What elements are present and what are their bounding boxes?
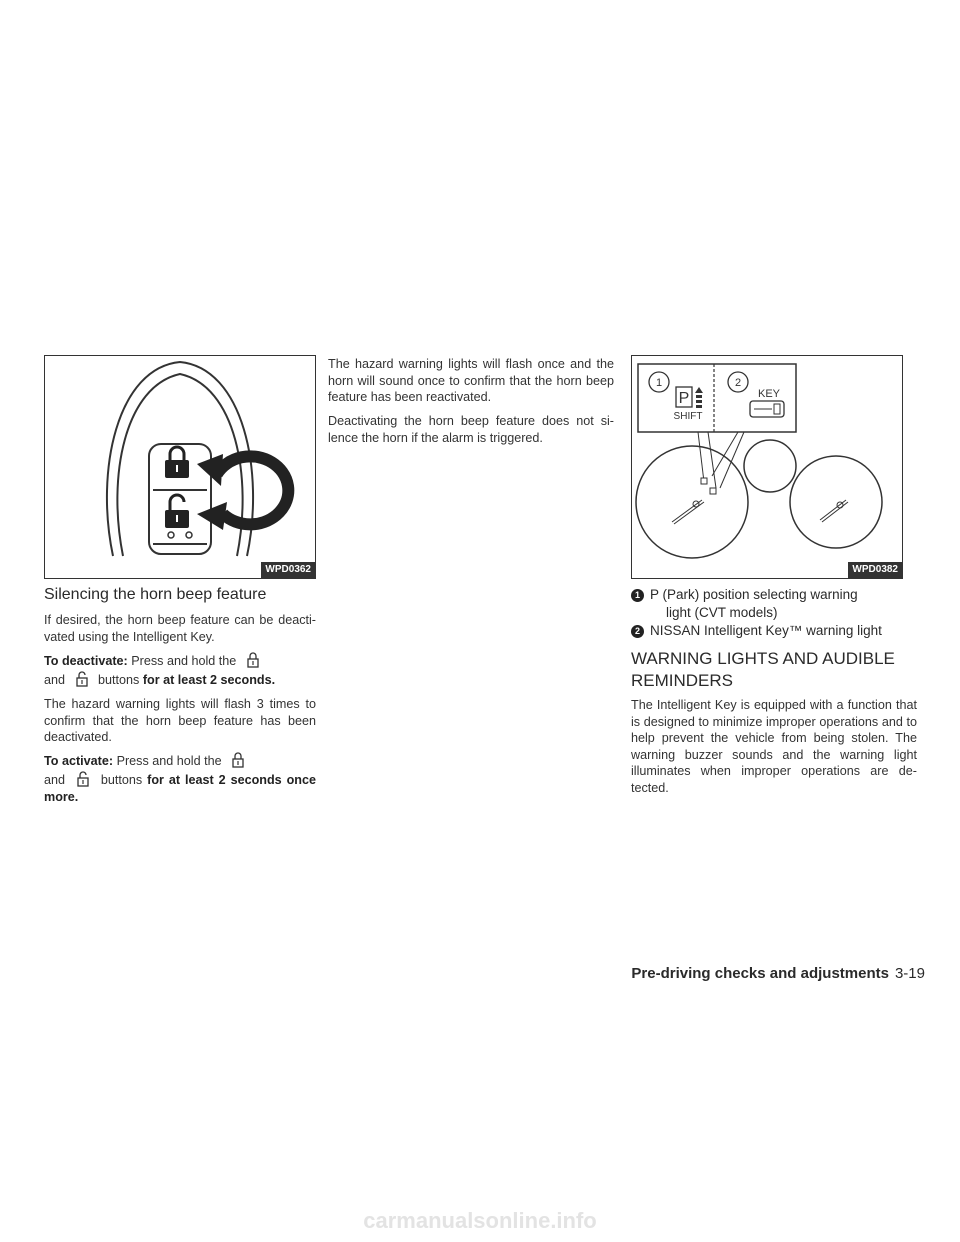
meter-cluster-illustration bbox=[632, 356, 902, 578]
key-fob-figure bbox=[44, 355, 316, 579]
callout-1: 1 bbox=[655, 377, 663, 389]
deactivate-line-1 bbox=[44, 651, 316, 670]
figure-code: WPD0362 bbox=[261, 562, 315, 578]
svg-text:SHIFT: SHIFT bbox=[673, 411, 703, 422]
subsection-heading: Silencing the horn beep feature bbox=[44, 586, 267, 603]
unlock-icon bbox=[70, 770, 96, 788]
figure-code: WPD0382 bbox=[848, 562, 902, 578]
svg-text:P: P bbox=[678, 390, 690, 407]
page-number: 3-19 bbox=[894, 965, 925, 982]
speedometer-needle-icon bbox=[672, 500, 704, 524]
alarm-paragraph: Deactivating the horn beep feature does not si- lence the horn if the alarm is triggered. bbox=[328, 414, 614, 445]
flash-paragraph: The hazard warning lights will flash 3 times to confirm that the horn beep feature has been deactivated. bbox=[44, 697, 316, 744]
deactivate-and: and bbox=[44, 673, 66, 687]
legend-number: 1 bbox=[631, 589, 644, 602]
activate-buttons: buttons bbox=[100, 773, 143, 787]
meter-cluster-figure bbox=[631, 355, 903, 579]
legend-text: NISSAN Intelligent Key™ warning light bbox=[650, 623, 882, 638]
callout-2: 2 bbox=[734, 377, 742, 389]
deactivate-buttons: buttons bbox=[98, 673, 140, 687]
lock-icon bbox=[225, 751, 251, 769]
svg-text:KEY: KEY bbox=[757, 388, 781, 400]
legend-item-1-continued bbox=[666, 604, 926, 622]
tachometer-needle-icon bbox=[820, 500, 848, 522]
section-heading-line-1: WARNING LIGHTS AND AUDIBLE bbox=[631, 649, 895, 668]
unlock-icon bbox=[69, 670, 95, 688]
legend-item-1 bbox=[631, 586, 921, 604]
legend-number: 2 bbox=[631, 625, 644, 638]
activate-and: and bbox=[44, 773, 66, 787]
activate-line-2 bbox=[44, 770, 316, 805]
activate-duration: for at least 2 seconds once more. bbox=[44, 773, 316, 804]
watermark: carmanualsonline.info bbox=[363, 1208, 597, 1233]
warning-body-paragraph: The Intelligent Key is equipped with a function that is designed to minimize improper operations and to help prevent the vehicle from being stolen. The warning buzzer sounds and the warning light illuminates when improper operations are de- tected. bbox=[631, 698, 917, 795]
intro-paragraph: If desired, the horn beep feature can be deacti- vated using the Intelligent Key. bbox=[44, 613, 316, 644]
page-footer bbox=[631, 965, 925, 982]
lock-icon bbox=[240, 651, 266, 669]
footer-chapter-title: Pre-driving checks and adjustments bbox=[631, 965, 889, 982]
legend-text: P (Park) position selecting warning bbox=[650, 587, 858, 602]
activate-line-1 bbox=[44, 751, 316, 770]
activate-label: To activate: bbox=[44, 754, 114, 768]
legend-item-2 bbox=[631, 622, 921, 640]
deactivate-duration: for at least 2 seconds. bbox=[142, 673, 276, 687]
key-fob-illustration bbox=[45, 356, 315, 578]
deactivate-line-2 bbox=[44, 670, 316, 689]
legend-text: light (CVT models) bbox=[666, 605, 778, 620]
section-heading-line-2: REMINDERS bbox=[631, 671, 734, 690]
reactivated-paragraph: The hazard warning lights will flash once and the horn will sound once to confirm that the horn beep feature has been reactivated. bbox=[328, 357, 614, 404]
deactivate-label: To deactivate: bbox=[44, 654, 128, 668]
activate-lead: Press and hold the bbox=[116, 754, 222, 768]
deactivate-lead: Press and hold the bbox=[131, 654, 237, 668]
